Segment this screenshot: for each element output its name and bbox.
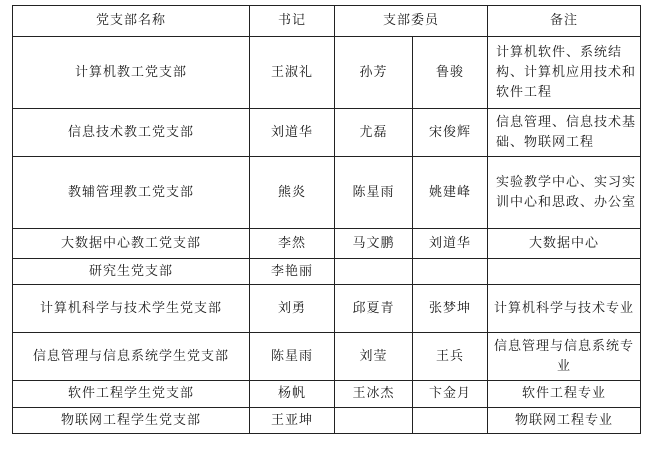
table-row (13, 285, 641, 333)
member-cell: 张梦坤 (413, 285, 488, 333)
branch-name-cell: 物联网工程学生党支部 (13, 408, 250, 434)
note-cell: 大数据中心 (488, 229, 641, 259)
secretary-cell: 李然 (250, 229, 335, 259)
secretary-cell: 王亚坤 (250, 408, 335, 434)
branch-name-cell: 计算机科学与技术学生党支部 (13, 285, 250, 333)
header-branch-name: 党支部名称 (13, 6, 250, 37)
table-header-row (13, 6, 641, 37)
header-notes: 备注 (488, 6, 641, 37)
header-secretary: 书记 (250, 6, 335, 37)
member-cell: 刘莹 (335, 333, 413, 381)
note-cell: 软件工程专业 (488, 381, 641, 408)
note-cell: 物联网工程专业 (488, 408, 641, 434)
table-row (13, 229, 641, 259)
branch-name-cell: 软件工程学生党支部 (13, 381, 250, 408)
note-cell: 信息管理与信息系统专业 (488, 333, 641, 381)
member-cell (413, 259, 488, 285)
member-cell (335, 408, 413, 434)
secretary-cell: 王淑礼 (250, 37, 335, 109)
table-row (13, 109, 641, 157)
note-cell: 计算机软件、系统结构、计算机应用技术和软件工程 (488, 37, 641, 109)
secretary-cell: 李艳丽 (250, 259, 335, 285)
member-cell: 刘道华 (413, 229, 488, 259)
note-cell: 信息管理、信息技术基础、物联网工程 (488, 109, 641, 157)
table-row (13, 259, 641, 285)
member-cell: 王兵 (413, 333, 488, 381)
note-cell (488, 259, 641, 285)
table-row (13, 408, 641, 434)
table-row (13, 333, 641, 381)
secretary-cell: 陈星雨 (250, 333, 335, 381)
branch-name-cell: 大数据中心教工党支部 (13, 229, 250, 259)
branch-name-cell: 计算机教工党支部 (13, 37, 250, 109)
member-cell (413, 408, 488, 434)
member-cell: 鲁骏 (413, 37, 488, 109)
header-committee-members: 支部委员 (335, 6, 488, 37)
branch-name-cell: 信息技术教工党支部 (13, 109, 250, 157)
member-cell: 王冰杰 (335, 381, 413, 408)
member-cell: 马文鹏 (335, 229, 413, 259)
member-cell: 孙芳 (335, 37, 413, 109)
branch-name-cell: 研究生党支部 (13, 259, 250, 285)
secretary-cell: 刘道华 (250, 109, 335, 157)
table-row (13, 157, 641, 229)
member-cell: 陈星雨 (335, 157, 413, 229)
branch-name-cell: 教辅管理教工党支部 (13, 157, 250, 229)
member-cell: 宋俊辉 (413, 109, 488, 157)
branch-name-cell: 信息管理与信息系统学生党支部 (13, 333, 250, 381)
table-row (13, 37, 641, 109)
member-cell: 邱夏青 (335, 285, 413, 333)
member-cell (335, 259, 413, 285)
note-cell: 计算机科学与技术专业 (488, 285, 641, 333)
secretary-cell: 杨帆 (250, 381, 335, 408)
member-cell: 卞金月 (413, 381, 488, 408)
table-row (13, 381, 641, 408)
member-cell: 尤磊 (335, 109, 413, 157)
secretary-cell: 刘勇 (250, 285, 335, 333)
note-cell: 实验教学中心、实习实训中心和思政、办公室 (488, 157, 641, 229)
secretary-cell: 熊炎 (250, 157, 335, 229)
member-cell: 姚建峰 (413, 157, 488, 229)
party-branch-table (12, 5, 641, 434)
